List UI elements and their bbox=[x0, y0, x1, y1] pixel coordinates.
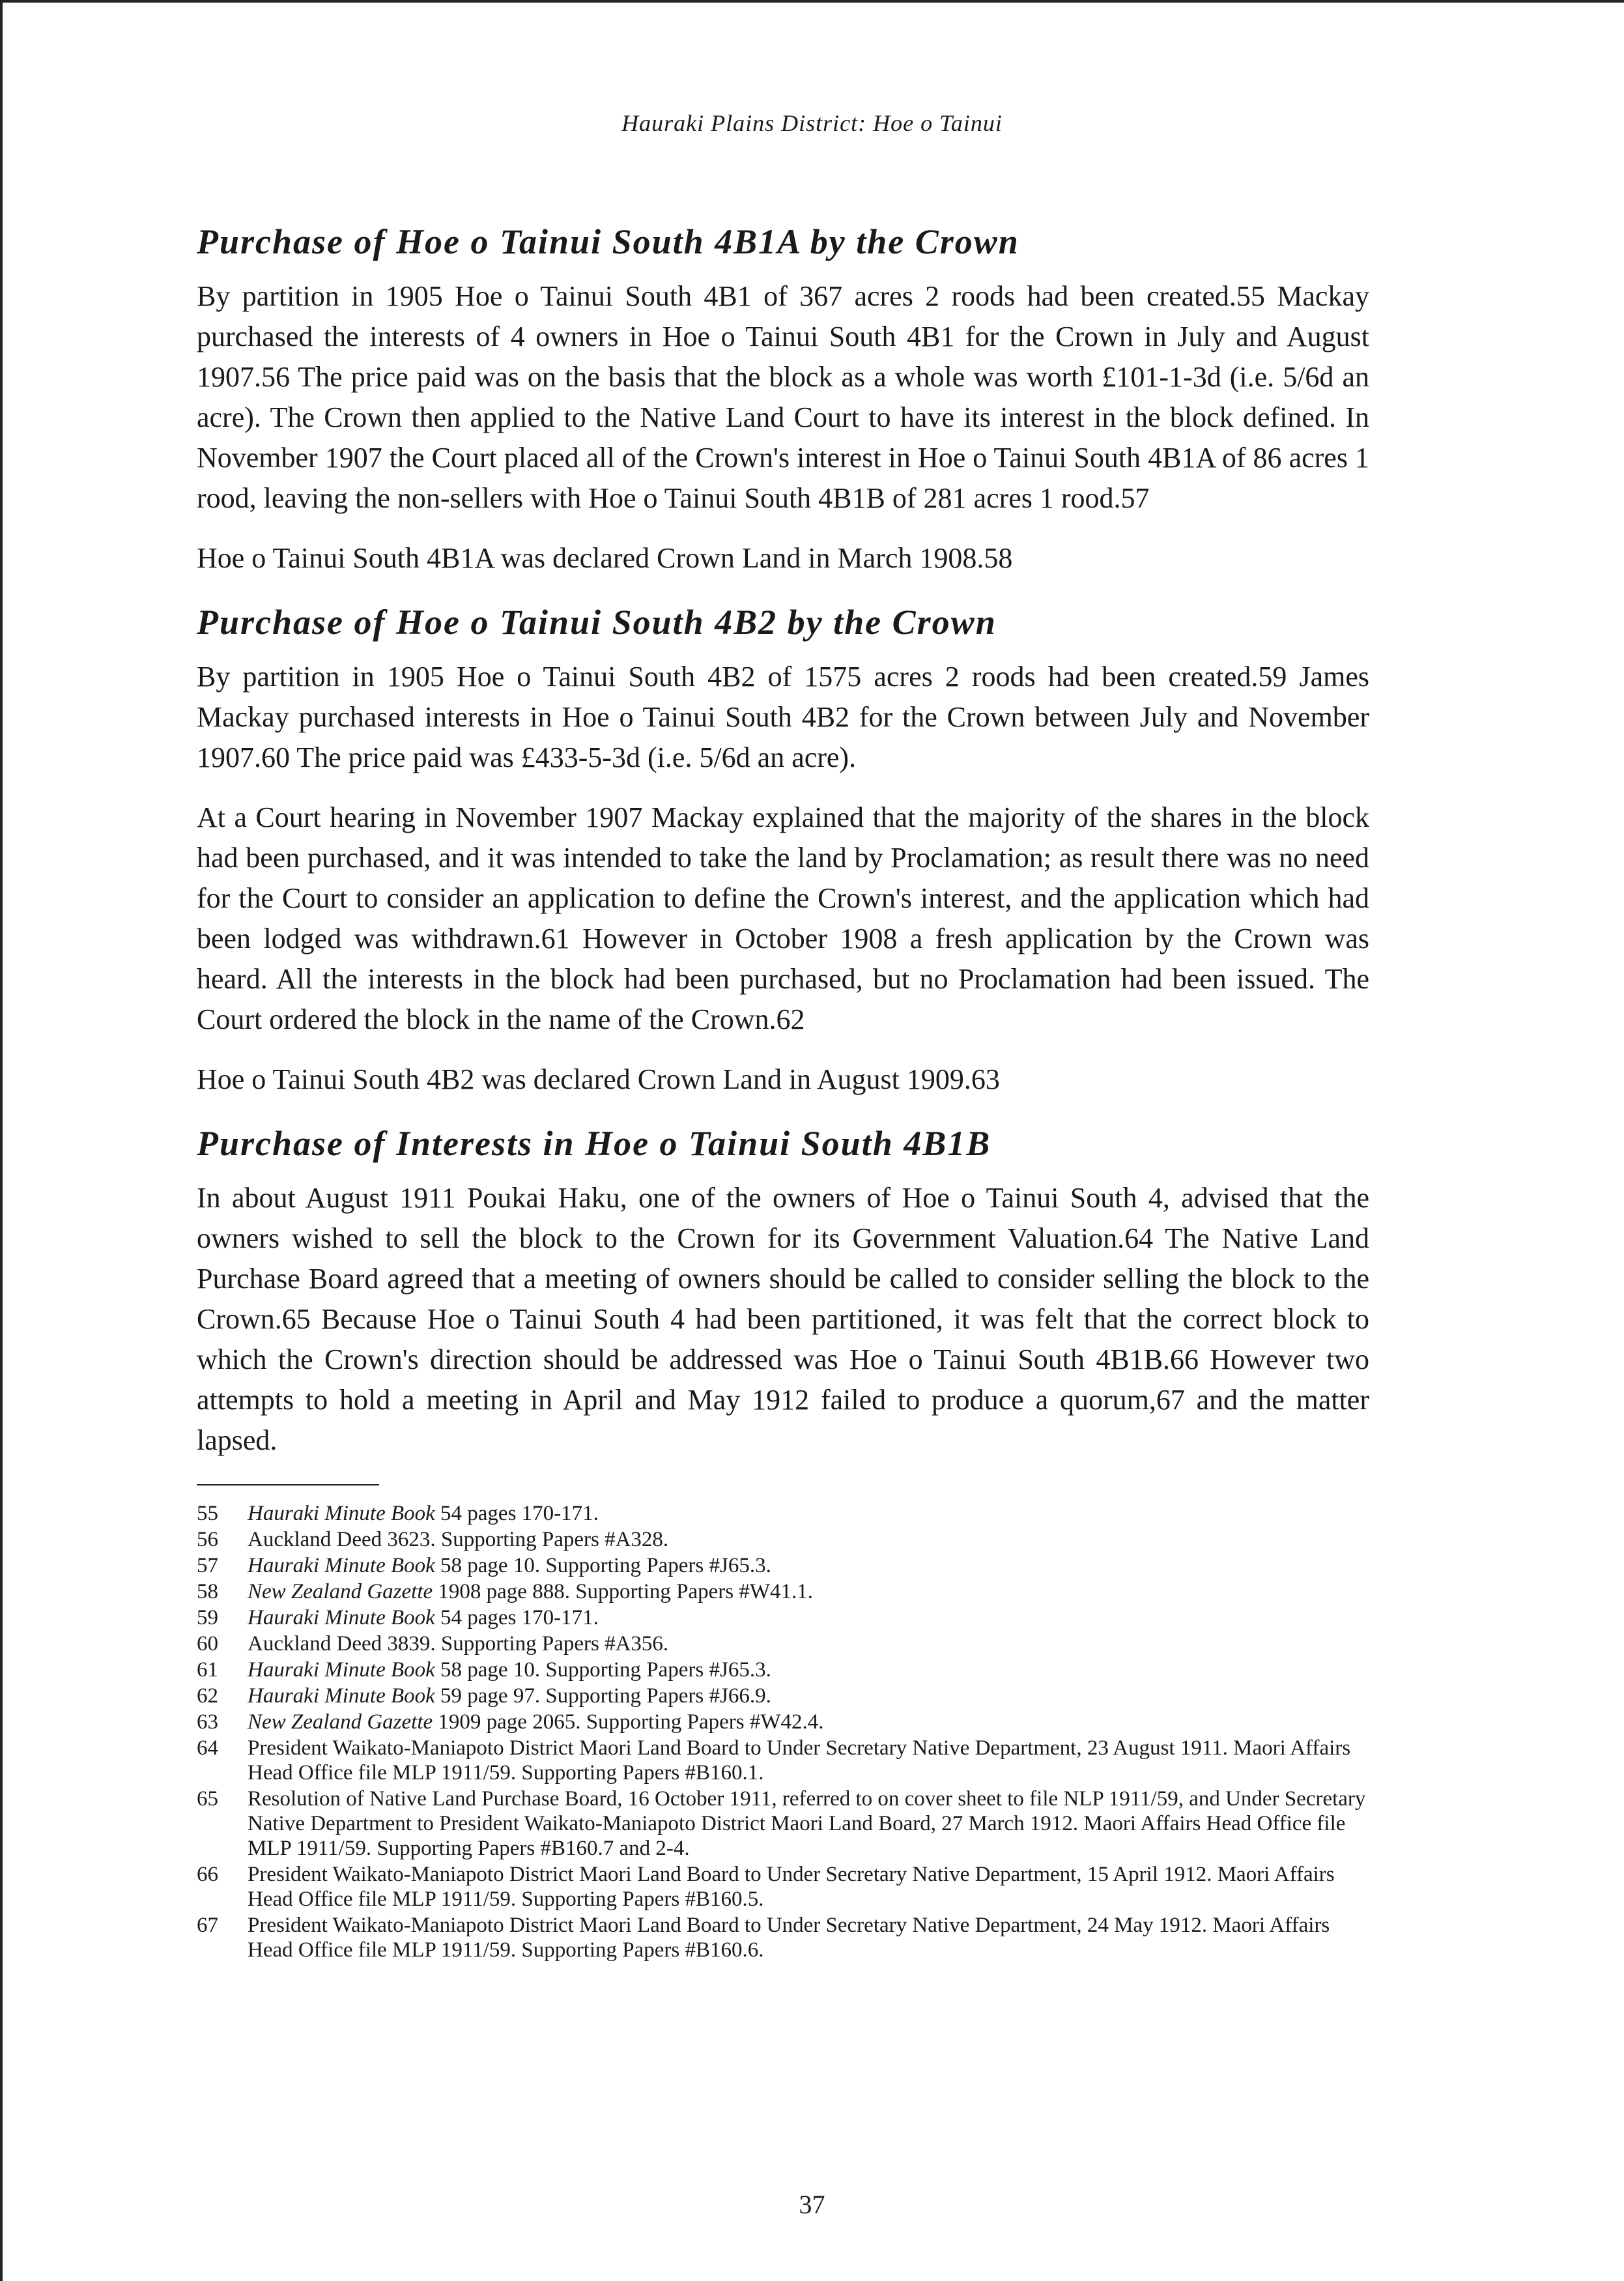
paragraph: By partition in 1905 Hoe o Tainui South 4B1 of 367 acres 2 roods had been created.55 Mackay purchased the interests of 4 owners in Hoe o Tainui South 4B1 for the Crown in July and August 1907.56 The price paid was on the basis that the block as a whole was worth £101-1-3d (i.e. 5/6d an acre). The Crown then applied to the Native Land Court to have its interest in the block defined. In November 1907 the Court placed all of the Crown's interest in Hoe o Tainui South 4B1A of 86 acres 1 rood, leaving the non-sellers with Hoe o Tainui South 4B1B of 281 acres 1 rood.57 bbox=[197, 280, 1369, 514]
footnotes bbox=[197, 1501, 1369, 1962]
footnote: 67 President Waikato-Maniapoto District Maori Land Board to Under Secretary Native Department, 24 May 1912. Maori Affairs Head Office file MLP 1911/59. Supporting Papers #B160.6. bbox=[197, 1914, 1330, 1962]
footnote: 58 New Zealand Gazette 1908 page 888. Supporting Papers #W41.1. bbox=[197, 1580, 814, 1603]
footnote: 59 Hauraki Minute Book 54 pages 170-171. bbox=[197, 1606, 599, 1629]
section-purchase-4b2 bbox=[197, 602, 1369, 1100]
footnote: 63 New Zealand Gazette 1909 page 2065. Supporting Papers #W42.4. bbox=[197, 1710, 824, 1734]
footnote: 55 Hauraki Minute Book 54 pages 170-171. bbox=[197, 1502, 599, 1525]
section-heading: Purchase of Hoe o Tainui South 4B2 by the Crown bbox=[197, 603, 997, 642]
page-content bbox=[197, 222, 1369, 1964]
footnote: 66 President Waikato-Maniapoto District Maori Land Board to Under Secretary Native Department, 15 April 1912. Maori Affairs Head Office file MLP 1911/59. Supporting Papers #B160.5. bbox=[197, 1863, 1335, 1911]
section-heading: Purchase of Hoe o Tainui South 4B1A by the Crown bbox=[197, 222, 1019, 261]
footnote: 61 Hauraki Minute Book 58 page 10. Supporting Papers #J65.3. bbox=[197, 1658, 771, 1682]
page-border-top bbox=[0, 0, 1624, 3]
section-purchase-4b1a bbox=[197, 222, 1369, 579]
section-heading: Purchase of Interests in Hoe o Tainui South 4B1B bbox=[197, 1124, 991, 1163]
footnote: 62 Hauraki Minute Book 59 page 97. Supporting Papers #J66.9. bbox=[197, 1684, 771, 1708]
paragraph: Hoe o Tainui South 4B2 was declared Crown Land in August 1909.63 bbox=[197, 1063, 1000, 1095]
footnote: 57 Hauraki Minute Book 58 page 10. Supporting Papers #J65.3. bbox=[197, 1554, 771, 1577]
footnote: 64 President Waikato-Maniapoto District Maori Land Board to Under Secretary Native Department, 23 August 1911. Maori Affairs Head Office file MLP 1911/59. Supporting Papers #B160.1. bbox=[197, 1736, 1351, 1785]
footnote: 56 Auckland Deed 3623. Supporting Papers #A328. bbox=[197, 1528, 669, 1551]
footnote-divider bbox=[197, 1484, 379, 1485]
paragraph: Hoe o Tainui South 4B1A was declared Crown Land in March 1908.58 bbox=[197, 542, 1013, 574]
page-border-left bbox=[0, 0, 3, 2281]
footnote: 65 Resolution of Native Land Purchase Board, 16 October 1911, referred to on cover sheet to file NLP 1911/59, and Under Secretary Native Department to President Waikato-Maniapoto District Maori Land Board, 27 March 1912. Maori Affairs Head Office file MLP 1911/59. Supporting Papers #B160.7 and 2-4. bbox=[197, 1787, 1366, 1860]
paragraph: At a Court hearing in November 1907 Mackay explained that the majority of the shares in the block had been purchased, and it was intended to take the land by Proclamation; as result there was no need for the Court to consider an application to define the Crown's interest, and the application which had been lodged was withdrawn.61 However in October 1908 a fresh application by the Crown was heard. All the interests in the block had been purchased, but no Proclamation had been issued. The Court ordered the block in the name of the Crown.62 bbox=[197, 801, 1369, 1035]
paragraph: In about August 1911 Poukai Haku, one of the owners of Hoe o Tainui South 4, advised that the owners wished to sell the block to the Crown for its Government Valuation.64 The Native Land Purchase Board agreed that a meeting of owners should be called to consider selling the block to the Crown.65 Because Hoe o Tainui South 4 had been partitioned, it was felt that the correct block to which the Crown's direction should be addressed was Hoe o Tainui South 4B1B.66 However two attempts to hold a meeting in April and May 1912 failed to produce a quorum,67 and the matter lapsed. bbox=[197, 1182, 1369, 1456]
paragraph: By partition in 1905 Hoe o Tainui South 4B2 of 1575 acres 2 roods had been created.59 James Mackay purchased interests in Hoe o Tainui South 4B2 for the Crown between July and November 1907.60 The price paid was £433-5-3d (i.e. 5/6d an acre). bbox=[197, 661, 1369, 773]
section-interests-4b1b bbox=[197, 1123, 1369, 1461]
footnote: 60 Auckland Deed 3839. Supporting Papers #A356. bbox=[197, 1632, 669, 1656]
running-header: Hauraki Plains District: Hoe o Tainui bbox=[621, 110, 1003, 136]
page-number: 37 bbox=[799, 2190, 825, 2219]
